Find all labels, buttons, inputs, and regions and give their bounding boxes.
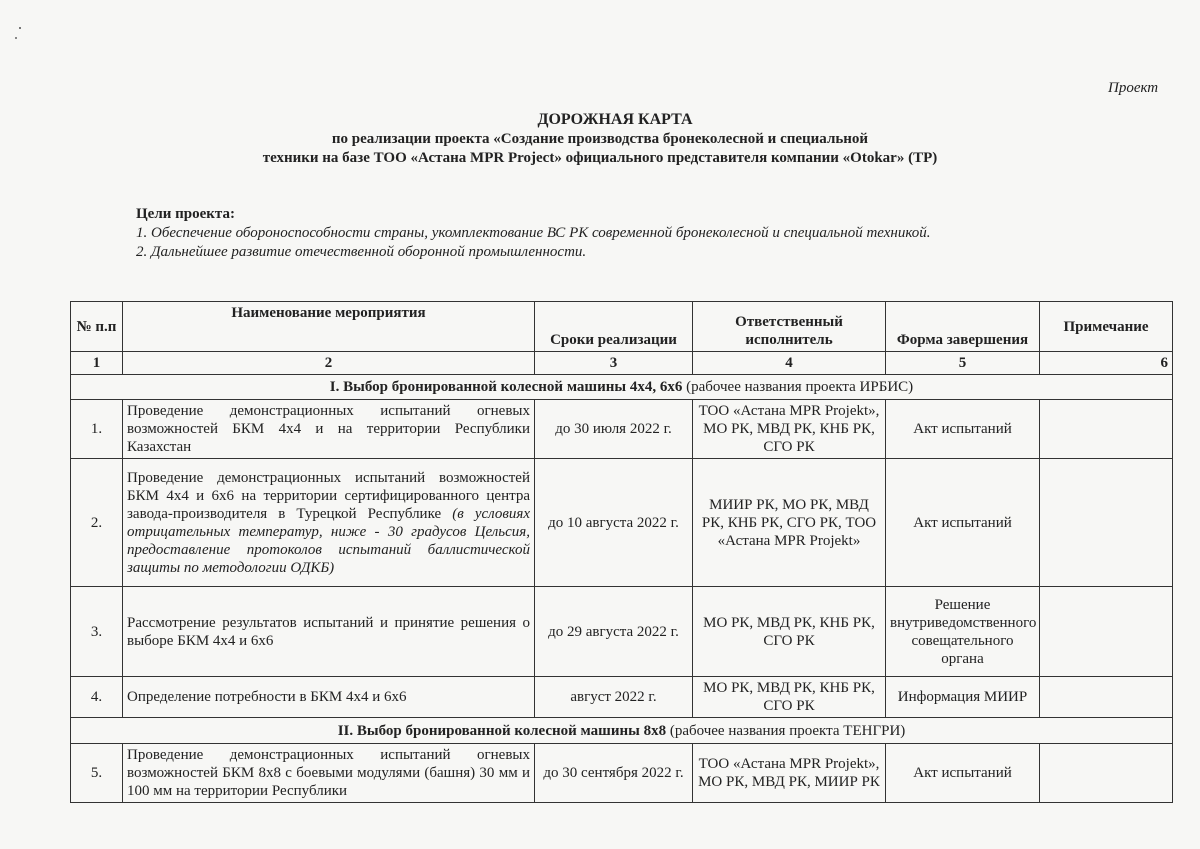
col-number: 3 [535, 352, 693, 375]
row-name-text: Проведение демонстрационных испытаний возможностей БКМ 4x4 и 6x6 на территории сертифицированного центра завода-производителя в Турецкой Республике [127, 469, 530, 522]
title-line-3: техники на базе ТОО «Астана MPR Project» официального представителя компании «Otokar» (ТР) [262, 150, 938, 166]
col-number: 4 [693, 352, 886, 375]
section-title-bold: II. Выбор бронированной колесной машины 8x8 [337, 722, 667, 739]
col-number: 6 [1040, 352, 1173, 375]
title-line-1: ДОРОЖНАЯ КАРТА [537, 111, 693, 128]
header-num: № п.п [71, 302, 123, 352]
table-row [71, 400, 1173, 459]
row-num: 5. [71, 744, 123, 803]
col-number: 2 [123, 352, 535, 375]
section-title-rest: (рабочее названия проекта ИРБИС) [682, 379, 914, 395]
row-name: Определение потребности в БКМ 4x4 и 6x6 [123, 677, 535, 718]
row-name: Проведение демонстрационных испытаний огневых возможностей БКМ 8x8 с боевыми модулями (башня) 30 мм и 100 мм на территории Республики [123, 744, 535, 803]
scan-speck [19, 27, 21, 29]
row-responsible: МО РК, МВД РК, КНБ РК, СГО РК [693, 587, 886, 677]
goal-item-2: 2. Дальнейшее развитие отечественной оборонной промышленности. [136, 244, 587, 260]
header-form: Форма завершения [886, 302, 1040, 352]
section-title [71, 375, 1173, 400]
row-form: Решение внутриведомственного совещательного органа [886, 587, 1040, 677]
title-line-2: по реализации проекта «Создание производства бронеколесной и специальной [331, 131, 869, 147]
row-deadline: до 30 сентября 2022 г. [535, 744, 693, 803]
row-form: Акт испытаний [886, 744, 1040, 803]
row-responsible: ТОО «Астана MPR Projekt», МО РК, МВД РК, МИИР РК [693, 744, 886, 803]
scan-speck [15, 37, 17, 39]
header-note: Примечание [1040, 302, 1173, 352]
row-num: 4. [71, 677, 123, 718]
row-num: 1. [71, 400, 123, 459]
row-deadline: до 29 августа 2022 г. [535, 587, 693, 677]
row-deadline: до 10 августа 2022 г. [535, 459, 693, 587]
row-note [1040, 744, 1173, 803]
row-note [1040, 677, 1173, 718]
row-responsible: ТОО «Астана MPR Projekt», МО РК, МВД РК, КНБ РК, СГО РК [693, 400, 886, 459]
row-num: 3. [71, 587, 123, 677]
row-name: Проведение демонстрационных испытаний огневых возможностей БКМ 4x4 и на территории Республики Казахстан [123, 400, 535, 459]
section-title [71, 718, 1173, 744]
row-name: Рассмотрение результатов испытаний и принятие решения о выборе БКМ 4x4 и 6x6 [123, 587, 535, 677]
draft-label: Проект [1108, 80, 1159, 96]
row-responsible: МО РК, МВД РК, КНБ РК, СГО РК [693, 677, 886, 718]
column-number-row [71, 352, 1173, 375]
row-form: Акт испытаний [886, 459, 1040, 587]
row-name-italic: (в условиях отрицательных температур, ниже - 30 градусов Цельсия, предоставление протоколов испытаний баллистической защиты по методологии ОДКБ) [127, 505, 530, 576]
row-note [1040, 459, 1173, 587]
section-title-rest: (рабочее названия проекта ТЕНГРИ) [666, 722, 906, 739]
col-number: 5 [886, 352, 1040, 375]
section-title-bold: I. Выбор бронированной колесной машины 4x4, 6x6 [329, 379, 683, 395]
project-goals [136, 205, 1116, 262]
document-title [0, 110, 1200, 168]
table-row [71, 587, 1173, 677]
section-row [71, 375, 1173, 400]
section-row [71, 718, 1173, 744]
header-name: Наименование мероприятия [123, 302, 535, 352]
table-header-row [71, 302, 1173, 352]
col-number: 1 [71, 352, 123, 375]
row-deadline: август 2022 г. [535, 677, 693, 718]
row-form: Акт испытаний [886, 400, 1040, 459]
row-note [1040, 587, 1173, 677]
goal-item-1: 1. Обеспечение обороноспособности страны, укомплектование ВС РК современной бронеколесной и специальной техникой. [136, 225, 931, 241]
row-note [1040, 400, 1173, 459]
header-deadline: Сроки реализации [535, 302, 693, 352]
table-row [71, 459, 1173, 587]
row-deadline: до 30 июля 2022 г. [535, 400, 693, 459]
row-responsible: МИИР РК, МО РК, МВД РК, КНБ РК, СГО РК, ТОО «Астана MPR Projekt» [693, 459, 886, 587]
table-row [71, 677, 1173, 718]
table-row [71, 744, 1173, 803]
header-responsible: Ответственный исполнитель [693, 302, 886, 352]
row-name [123, 459, 535, 587]
row-form: Информация МИИР [886, 677, 1040, 718]
goals-heading: Цели проекта: [136, 206, 235, 222]
roadmap-table [70, 301, 1173, 803]
row-num: 2. [71, 459, 123, 587]
